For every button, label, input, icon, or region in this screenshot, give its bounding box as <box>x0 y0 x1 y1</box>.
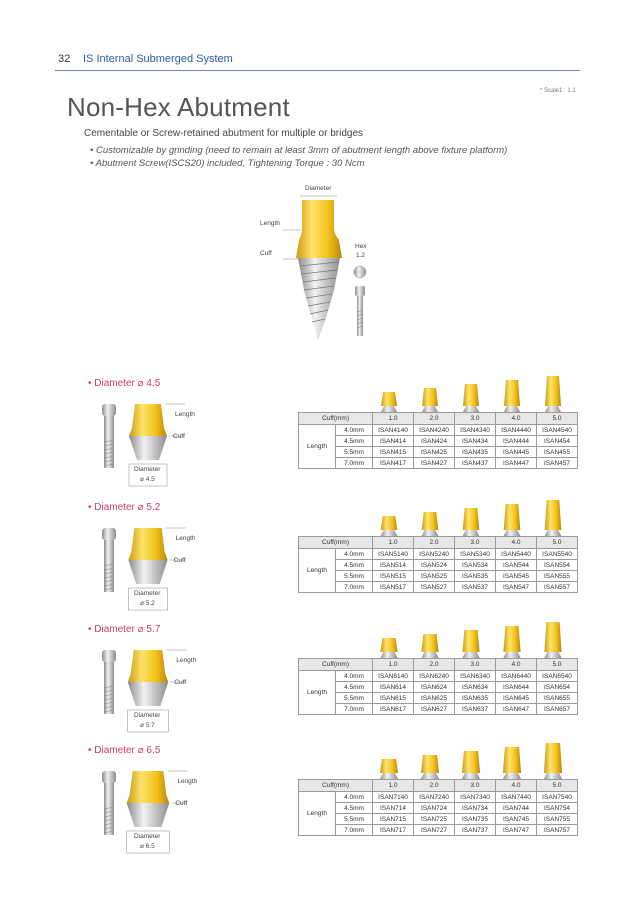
product-code-cell: ISAN5140 <box>373 549 414 560</box>
table-header-row <box>299 780 578 792</box>
table-row <box>299 582 578 593</box>
cuff-value-cell: 1.0 <box>373 413 414 425</box>
product-code-cell: ISAN535 <box>455 571 496 582</box>
product-code-table <box>298 658 578 715</box>
product-code-cell: ISAN444 <box>496 436 537 447</box>
cuff-value-cell: 5.0 <box>537 413 578 425</box>
hero-length-label: Length <box>260 220 280 227</box>
abutment-variant-icon <box>544 622 561 658</box>
cuff-value-cell: 2.0 <box>414 413 455 425</box>
abutment-variant-icon <box>462 630 479 658</box>
abutment-variants <box>365 372 638 416</box>
product-code-cell: ISAN455 <box>537 447 578 458</box>
product-code-cell: ISAN654 <box>537 682 578 693</box>
cuff-header-cell: Cuff(mm) <box>299 537 373 549</box>
product-code-cell: ISAN647 <box>496 704 537 715</box>
product-code-cell: ISAN717 <box>373 825 414 836</box>
product-code-cell: ISAN524 <box>414 560 455 571</box>
abutment-diagram-icon <box>102 404 185 486</box>
diagram-diameter-label: Diameter <box>134 712 161 719</box>
diagram-diameter-label: Diameter <box>134 833 161 840</box>
abutment-variant-icon <box>463 384 479 412</box>
abutment-variant-icon <box>503 747 521 779</box>
length-value-cell: 4.0mm <box>336 425 373 436</box>
bullet-customizable: • Customizable by grinding (need to remain at least 3mm of abutment length above fixture platform) <box>90 145 508 156</box>
section-heading: • Diameter ⌀ 5.2 <box>88 502 161 513</box>
cuff-value-cell: 4.0 <box>496 413 537 425</box>
page-subtitle: Cementable or Screw-retained abutment for multiple or bridges <box>84 128 364 139</box>
abutment-diagram-icon <box>102 650 186 732</box>
abutment-variant-icon <box>422 512 439 536</box>
cuff-header-cell: Cuff(mm) <box>299 659 373 671</box>
product-code-cell: ISAN6440 <box>496 671 537 682</box>
product-code-cell: ISAN625 <box>414 693 455 704</box>
table-row <box>299 671 578 682</box>
product-code-cell: ISAN4140 <box>373 425 414 436</box>
table-row <box>299 560 578 571</box>
abutment-variant-icon <box>462 751 480 779</box>
product-code-cell: ISAN734 <box>455 803 496 814</box>
diagram-cuff-label: Cuff <box>174 679 187 686</box>
length-value-cell: 4.0mm <box>336 792 373 803</box>
product-code-table <box>298 779 578 836</box>
product-code-cell: ISAN435 <box>455 447 496 458</box>
diagram-cuff-label: Cuff <box>173 433 185 440</box>
cuff-header-cell: Cuff(mm) <box>299 780 373 792</box>
page-number: 32 <box>58 53 71 65</box>
product-code-cell: ISAN6140 <box>373 671 414 682</box>
length-value-cell: 4.5mm <box>336 803 373 814</box>
cuff-value-cell: 4.0 <box>496 659 537 671</box>
product-code-cell: ISAN414 <box>373 436 414 447</box>
product-code-cell: ISAN657 <box>537 704 578 715</box>
cuff-value-cell: 5.0 <box>537 537 578 549</box>
cuff-value-cell: 2.0 <box>414 780 455 792</box>
product-code-cell: ISAN615 <box>373 693 414 704</box>
product-code-cell: ISAN617 <box>373 704 414 715</box>
product-code-cell: ISAN747 <box>496 825 537 836</box>
cuff-value-cell: 1.0 <box>373 780 414 792</box>
product-code-cell: ISAN5240 <box>414 549 455 560</box>
table-row <box>299 425 578 436</box>
diagram-length-label: Length <box>177 778 198 785</box>
product-code-cell: ISAN714 <box>373 803 414 814</box>
product-code-cell: ISAN6540 <box>537 671 578 682</box>
cuff-value-cell: 2.0 <box>414 659 455 671</box>
product-code-table <box>298 412 578 469</box>
diagram-cuff-label: Cuff <box>175 800 188 807</box>
abutment-variant-icon <box>544 743 562 779</box>
product-code-cell: ISAN614 <box>373 682 414 693</box>
cuff-value-cell: 4.0 <box>496 537 537 549</box>
section-heading: • Diameter ⌀ 5.7 <box>88 624 161 635</box>
product-code-cell: ISAN434 <box>455 436 496 447</box>
abutment-variant-icon <box>504 380 520 412</box>
product-code-cell: ISAN737 <box>455 825 496 836</box>
diagram-length-label: Length <box>175 535 196 542</box>
length-value-cell: 4.5mm <box>336 560 373 571</box>
table-row <box>299 825 578 836</box>
product-code-cell: ISAN514 <box>373 560 414 571</box>
product-code-cell: ISAN517 <box>373 582 414 593</box>
product-code-cell: ISAN5540 <box>537 549 578 560</box>
product-code-cell: ISAN537 <box>455 582 496 593</box>
product-code-cell: ISAN744 <box>496 803 537 814</box>
abutment-variant-icon <box>380 759 398 779</box>
product-code-cell: ISAN7440 <box>496 792 537 803</box>
table-row <box>299 458 578 469</box>
abutment-variant-icon <box>380 638 397 658</box>
table-row <box>299 693 578 704</box>
product-code-cell: ISAN7140 <box>373 792 414 803</box>
product-code-cell: ISAN424 <box>414 436 455 447</box>
product-code-cell: ISAN547 <box>496 582 537 593</box>
product-code-cell: ISAN527 <box>414 582 455 593</box>
product-code-cell: ISAN5440 <box>496 549 537 560</box>
table-row <box>299 436 578 447</box>
abutment-variant-icon <box>421 634 438 658</box>
product-code-cell: ISAN454 <box>537 436 578 447</box>
bullet-screw-included: • Abutment Screw(ISCS20) included, Tightening Torque : 30 Ncm <box>90 158 365 169</box>
product-code-cell: ISAN725 <box>414 814 455 825</box>
cuff-value-cell: 4.0 <box>496 780 537 792</box>
abutment-diagram-icon <box>102 528 186 610</box>
hero-hex-value: 1.2 <box>356 252 366 259</box>
product-code-cell: ISAN745 <box>496 814 537 825</box>
product-code-cell: ISAN655 <box>537 693 578 704</box>
abutment-variant-icon <box>463 508 480 536</box>
product-code-cell: ISAN457 <box>537 458 578 469</box>
product-code-cell: ISAN6340 <box>455 671 496 682</box>
page-title: Non-Hex Abutment <box>67 92 290 122</box>
length-value-cell: 4.5mm <box>336 682 373 693</box>
length-value-cell: 7.0mm <box>336 704 373 715</box>
product-code-cell: ISAN635 <box>455 693 496 704</box>
product-code-cell: ISAN427 <box>414 458 455 469</box>
table-header-row <box>299 659 578 671</box>
length-value-cell: 5.5mm <box>336 814 373 825</box>
diagram-diameter-value: ⌀ 4.5 <box>140 476 155 483</box>
hero-cuff-label: Cuff <box>260 250 272 257</box>
cuff-value-cell: 1.0 <box>373 659 414 671</box>
product-code-cell: ISAN754 <box>537 803 578 814</box>
length-value-cell: 4.0mm <box>336 549 373 560</box>
abutment-variants <box>365 618 638 662</box>
product-code-cell: ISAN7340 <box>455 792 496 803</box>
abutment-variants <box>365 496 638 540</box>
table-row <box>299 447 578 458</box>
hero-diameter-label: Diameter <box>305 185 332 192</box>
table-row <box>299 803 578 814</box>
length-value-cell: 5.5mm <box>336 447 373 458</box>
product-code-cell: ISAN645 <box>496 693 537 704</box>
product-code-cell: ISAN545 <box>496 571 537 582</box>
product-code-cell: ISAN437 <box>455 458 496 469</box>
diagram-diameter-label: Diameter <box>134 466 161 473</box>
product-code-cell: ISAN627 <box>414 704 455 715</box>
abutment-variants <box>365 739 638 783</box>
length-value-cell: 7.0mm <box>336 825 373 836</box>
product-code-cell: ISAN544 <box>496 560 537 571</box>
header-section-title: IS Internal Submerged System <box>83 53 233 65</box>
cuff-value-cell: 3.0 <box>455 780 496 792</box>
product-code-cell: ISAN417 <box>373 458 414 469</box>
hero-implant-icon <box>283 196 342 340</box>
product-code-cell: ISAN447 <box>496 458 537 469</box>
length-label-cell: Length <box>299 549 336 593</box>
product-code-cell: ISAN755 <box>537 814 578 825</box>
diagram-length-label: Length <box>175 411 195 418</box>
table-row <box>299 792 578 803</box>
length-value-cell: 7.0mm <box>336 582 373 593</box>
product-code-cell: ISAN7240 <box>414 792 455 803</box>
cuff-value-cell: 5.0 <box>537 659 578 671</box>
diagram-diameter-value: ⌀ 6.5 <box>140 843 155 850</box>
table-header-row <box>299 413 578 425</box>
abutment-variant-icon <box>381 392 397 412</box>
abutment-variant-icon <box>421 755 439 779</box>
length-label-cell: Length <box>299 671 336 715</box>
product-code-table <box>298 536 578 593</box>
length-value-cell: 5.5mm <box>336 571 373 582</box>
product-code-cell: ISAN557 <box>537 582 578 593</box>
product-code-cell: ISAN4240 <box>414 425 455 436</box>
product-code-cell: ISAN415 <box>373 447 414 458</box>
product-code-cell: ISAN554 <box>537 560 578 571</box>
product-code-cell: ISAN4440 <box>496 425 537 436</box>
length-label-cell: Length <box>299 425 336 469</box>
abutment-variant-icon <box>422 388 438 412</box>
abutment-variant-icon <box>545 500 562 536</box>
table-row <box>299 549 578 560</box>
length-value-cell: 5.5mm <box>336 693 373 704</box>
section-heading: • Diameter ⌀ 6.5 <box>88 745 161 756</box>
length-label-cell: Length <box>299 792 336 836</box>
product-code-cell: ISAN425 <box>414 447 455 458</box>
cuff-value-cell: 2.0 <box>414 537 455 549</box>
diagram-diameter-value: ⌀ 5.7 <box>140 722 155 729</box>
product-code-cell: ISAN525 <box>414 571 455 582</box>
product-code-cell: ISAN624 <box>414 682 455 693</box>
product-code-cell: ISAN4540 <box>537 425 578 436</box>
cuff-value-cell: 1.0 <box>373 537 414 549</box>
section-heading: • Diameter ⌀ 4.5 <box>88 378 161 389</box>
cuff-header-cell: Cuff(mm) <box>299 413 373 425</box>
product-code-cell: ISAN6240 <box>414 671 455 682</box>
cuff-value-cell: 3.0 <box>455 537 496 549</box>
abutment-variant-icon <box>381 516 398 536</box>
product-code-cell: ISAN534 <box>455 560 496 571</box>
length-value-cell: 7.0mm <box>336 458 373 469</box>
product-code-cell: ISAN644 <box>496 682 537 693</box>
product-code-cell: ISAN515 <box>373 571 414 582</box>
abutment-variant-icon <box>503 626 520 658</box>
table-row <box>299 814 578 825</box>
table-row <box>299 571 578 582</box>
length-value-cell: 4.5mm <box>336 436 373 447</box>
scale-note: * Scale1 : 1.1 <box>540 88 576 94</box>
product-code-cell: ISAN634 <box>455 682 496 693</box>
product-code-cell: ISAN724 <box>414 803 455 814</box>
abutment-variant-icon <box>504 504 521 536</box>
diagram-length-label: Length <box>176 657 197 664</box>
diagram-diameter-value: ⌀ 5.2 <box>140 600 155 607</box>
product-code-cell: ISAN637 <box>455 704 496 715</box>
table-row <box>299 704 578 715</box>
product-code-cell: ISAN5340 <box>455 549 496 560</box>
diagram-cuff-label: Cuff <box>173 557 186 564</box>
cuff-value-cell: 3.0 <box>455 413 496 425</box>
product-code-cell: ISAN445 <box>496 447 537 458</box>
cuff-value-cell: 3.0 <box>455 659 496 671</box>
diagram-diameter-label: Diameter <box>134 590 161 597</box>
table-row <box>299 682 578 693</box>
product-code-cell: ISAN7540 <box>537 792 578 803</box>
length-value-cell: 4.0mm <box>336 671 373 682</box>
product-code-cell: ISAN4340 <box>455 425 496 436</box>
abutment-diagram-icon <box>102 771 187 853</box>
hero-screw-icon <box>354 266 366 336</box>
product-code-cell: ISAN735 <box>455 814 496 825</box>
cuff-value-cell: 5.0 <box>537 780 578 792</box>
product-code-cell: ISAN757 <box>537 825 578 836</box>
product-code-cell: ISAN715 <box>373 814 414 825</box>
product-code-cell: ISAN555 <box>537 571 578 582</box>
hero-hex-label: Hex <box>355 243 367 250</box>
abutment-variant-icon <box>545 376 561 412</box>
table-header-row <box>299 537 578 549</box>
product-code-cell: ISAN727 <box>414 825 455 836</box>
